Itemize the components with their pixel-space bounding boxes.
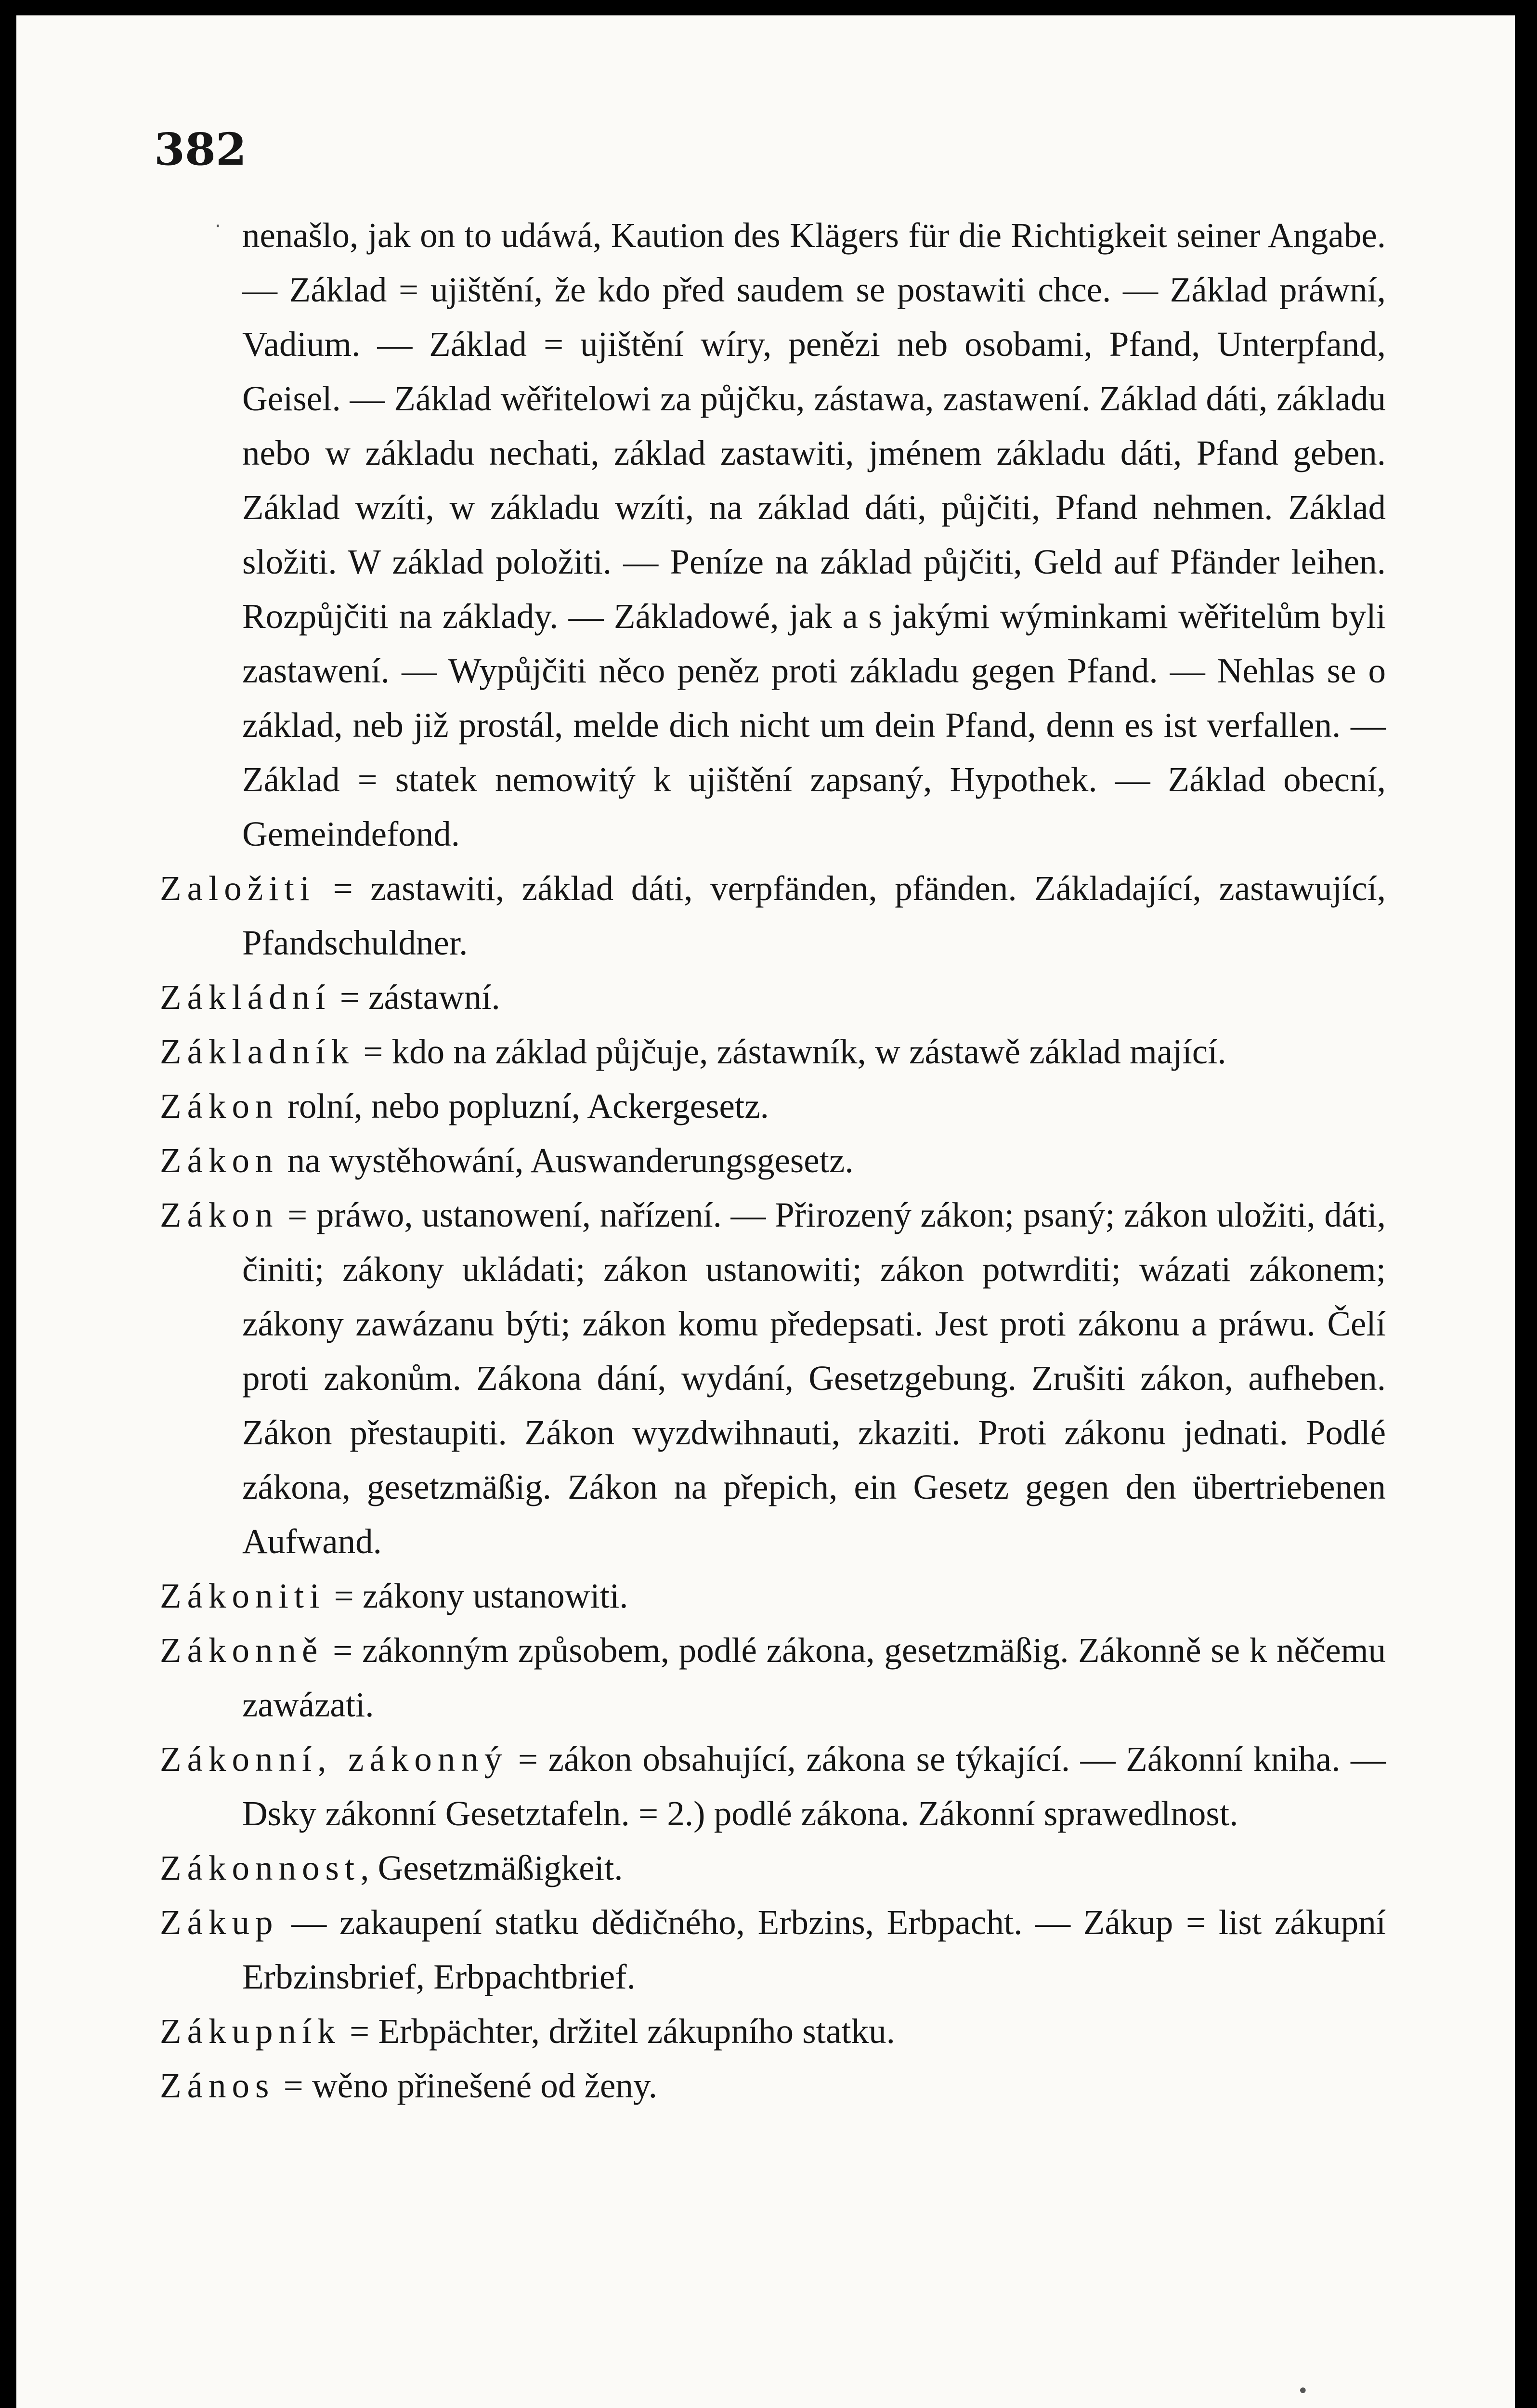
entry-headword: Zákon — [160, 1141, 279, 1180]
entry-headword: Zános — [160, 2066, 275, 2105]
entry-text: = zákony ustanowiti. — [325, 1576, 628, 1615]
entry-zakladnik — [160, 1024, 1386, 1079]
page-number: 382 — [154, 123, 247, 175]
entry-headword: Založiti — [160, 869, 316, 908]
entry-text: = zástawní. — [331, 978, 500, 1017]
entry-headword: Zákonnost — [160, 1848, 361, 1887]
entry-headword: Zákoniti — [160, 1576, 326, 1615]
entry-zakladni — [160, 970, 1386, 1024]
entry-zakon-prawo — [160, 1188, 1386, 1569]
entry-text: rolní, nebo popluzní, Ackergesetz. — [278, 1086, 769, 1125]
entry-headword: Zákon — [160, 1195, 279, 1234]
entry-zalóziti — [160, 861, 1386, 970]
dictionary-page — [16, 15, 1515, 2408]
entry-headword: Zákon — [160, 1086, 279, 1125]
entry-text: nenašlo, jak on to udáwá, Kaution des Klägers für die Richtigkeit seiner Angabe. — Základ = ujištění, že kdo před saudem se postawiti chce. — Základ práwní, Vadium. — Základ = ujištění wíry, penězi neb osobami, Pfand, Unterpfand, Geisel. — Základ wěřitelowi za půjčku, zástawa, zastawení. Základ dáti, základu nebo w základu nechati, základ zastawiti, jménem základu dáti, Pfand geben. Základ wzíti, w základu wzíti, na základ dáti, půjčiti, Pfand nehmen. Základ složiti. W základ položiti. — Peníze na základ půjčiti, Geld auf Pfänder leihen. Rozpůjčiti na základy. — Základowé, jak a s jakými wýminkami wěřitelům byli zastawení. — Wypůjčiti něco peněz proti základu gegen Pfand. — Nehlas se o základ, neb již prostál, melde dich nicht um dein Pfand, denn es ist verfallen. — Základ = statek nemowitý k ujištění zapsaný, Hypothek. — Základ obecní, Gemeindefond. — [242, 216, 1386, 853]
entry-text: = zákon obsahující, zákona se týkající. — Zákonní kniha. — Dsky zákonní Gesetztafeln. = 2.) podlé zákona. Zákonní sprawedlnost. — [242, 1740, 1386, 1833]
dictionary-text — [160, 208, 1386, 2113]
entry-text: = Erbpächter, držitel zákupního statku. — [340, 2012, 895, 2051]
entry-text: = práwo, ustanowení, nařízení. — Přirozený zákon; psaný; zákon uložiti, dáti, činiti; zákony ukládati; zákon ustanowiti; zákon potwrditi; wázati zákonem; zákony zawázanu býti; zákon komu předepsati. Jest proti zákonu a práwu. Čelí proti zakonům. Zákona dání, wydání, Gesetzgebung. Zrušiti zákon, aufheben. Zákon přestaupiti. Zákon wyzdwihnauti, zkaziti. Proti zákonu jednati. Podlé zákona, gesetzmäßig. Zákon na přepich, ein Gesetz gegen den übertriebenen Aufwand. — [242, 1195, 1386, 1561]
entry-headword: Základník — [160, 1032, 354, 1071]
entry-headword: Zákup — [160, 1903, 279, 1942]
entry-zakon-wystehowani — [160, 1133, 1386, 1188]
entry-zakoniti — [160, 1569, 1386, 1623]
stray-mark: · — [215, 215, 221, 237]
entry-text: = zákonným způsobem, podlé zákona, gesetzmäßig. Zákonně se k něčemu zawázati. — [242, 1631, 1386, 1724]
entry-zakupnik — [160, 2004, 1386, 2058]
entry-continuation — [160, 208, 1386, 861]
entry-zakonni — [160, 1732, 1386, 1841]
entry-text: = zastawiti, základ dáti, verpfänden, pfänden. Základající, zastawující, Pfandschuldner. — [242, 869, 1386, 962]
stray-mark: • — [1297, 2380, 1309, 2402]
entry-zakonne — [160, 1623, 1386, 1732]
entry-text: — zakaupení statku dědičného, Erbzins, Erbpacht. — Zákup = list zákupní Erbzinsbrief, Erbpachtbrief. — [242, 1903, 1386, 1996]
entry-text: na wystěhowání, Auswanderungsgesetz. — [278, 1141, 854, 1180]
entry-zakonnost — [160, 1841, 1386, 1895]
entry-headword: Zákupník — [160, 2012, 341, 2051]
entry-headword: Zákonní, zákonný — [160, 1740, 508, 1779]
entry-zakon-rolni — [160, 1079, 1386, 1133]
entry-text: = kdo na základ půjčuje, zástawník, w zástawě základ mající. — [354, 1032, 1226, 1071]
entry-zakup — [160, 1895, 1386, 2004]
entry-headword: Zákládní — [160, 978, 331, 1017]
entry-headword: Zákonně — [160, 1631, 324, 1670]
entry-text: , Gesetzmäßigkeit. — [360, 1848, 623, 1887]
entry-zanos — [160, 2058, 1386, 2113]
entry-text: = wěno přinešené od ženy. — [274, 2066, 657, 2105]
